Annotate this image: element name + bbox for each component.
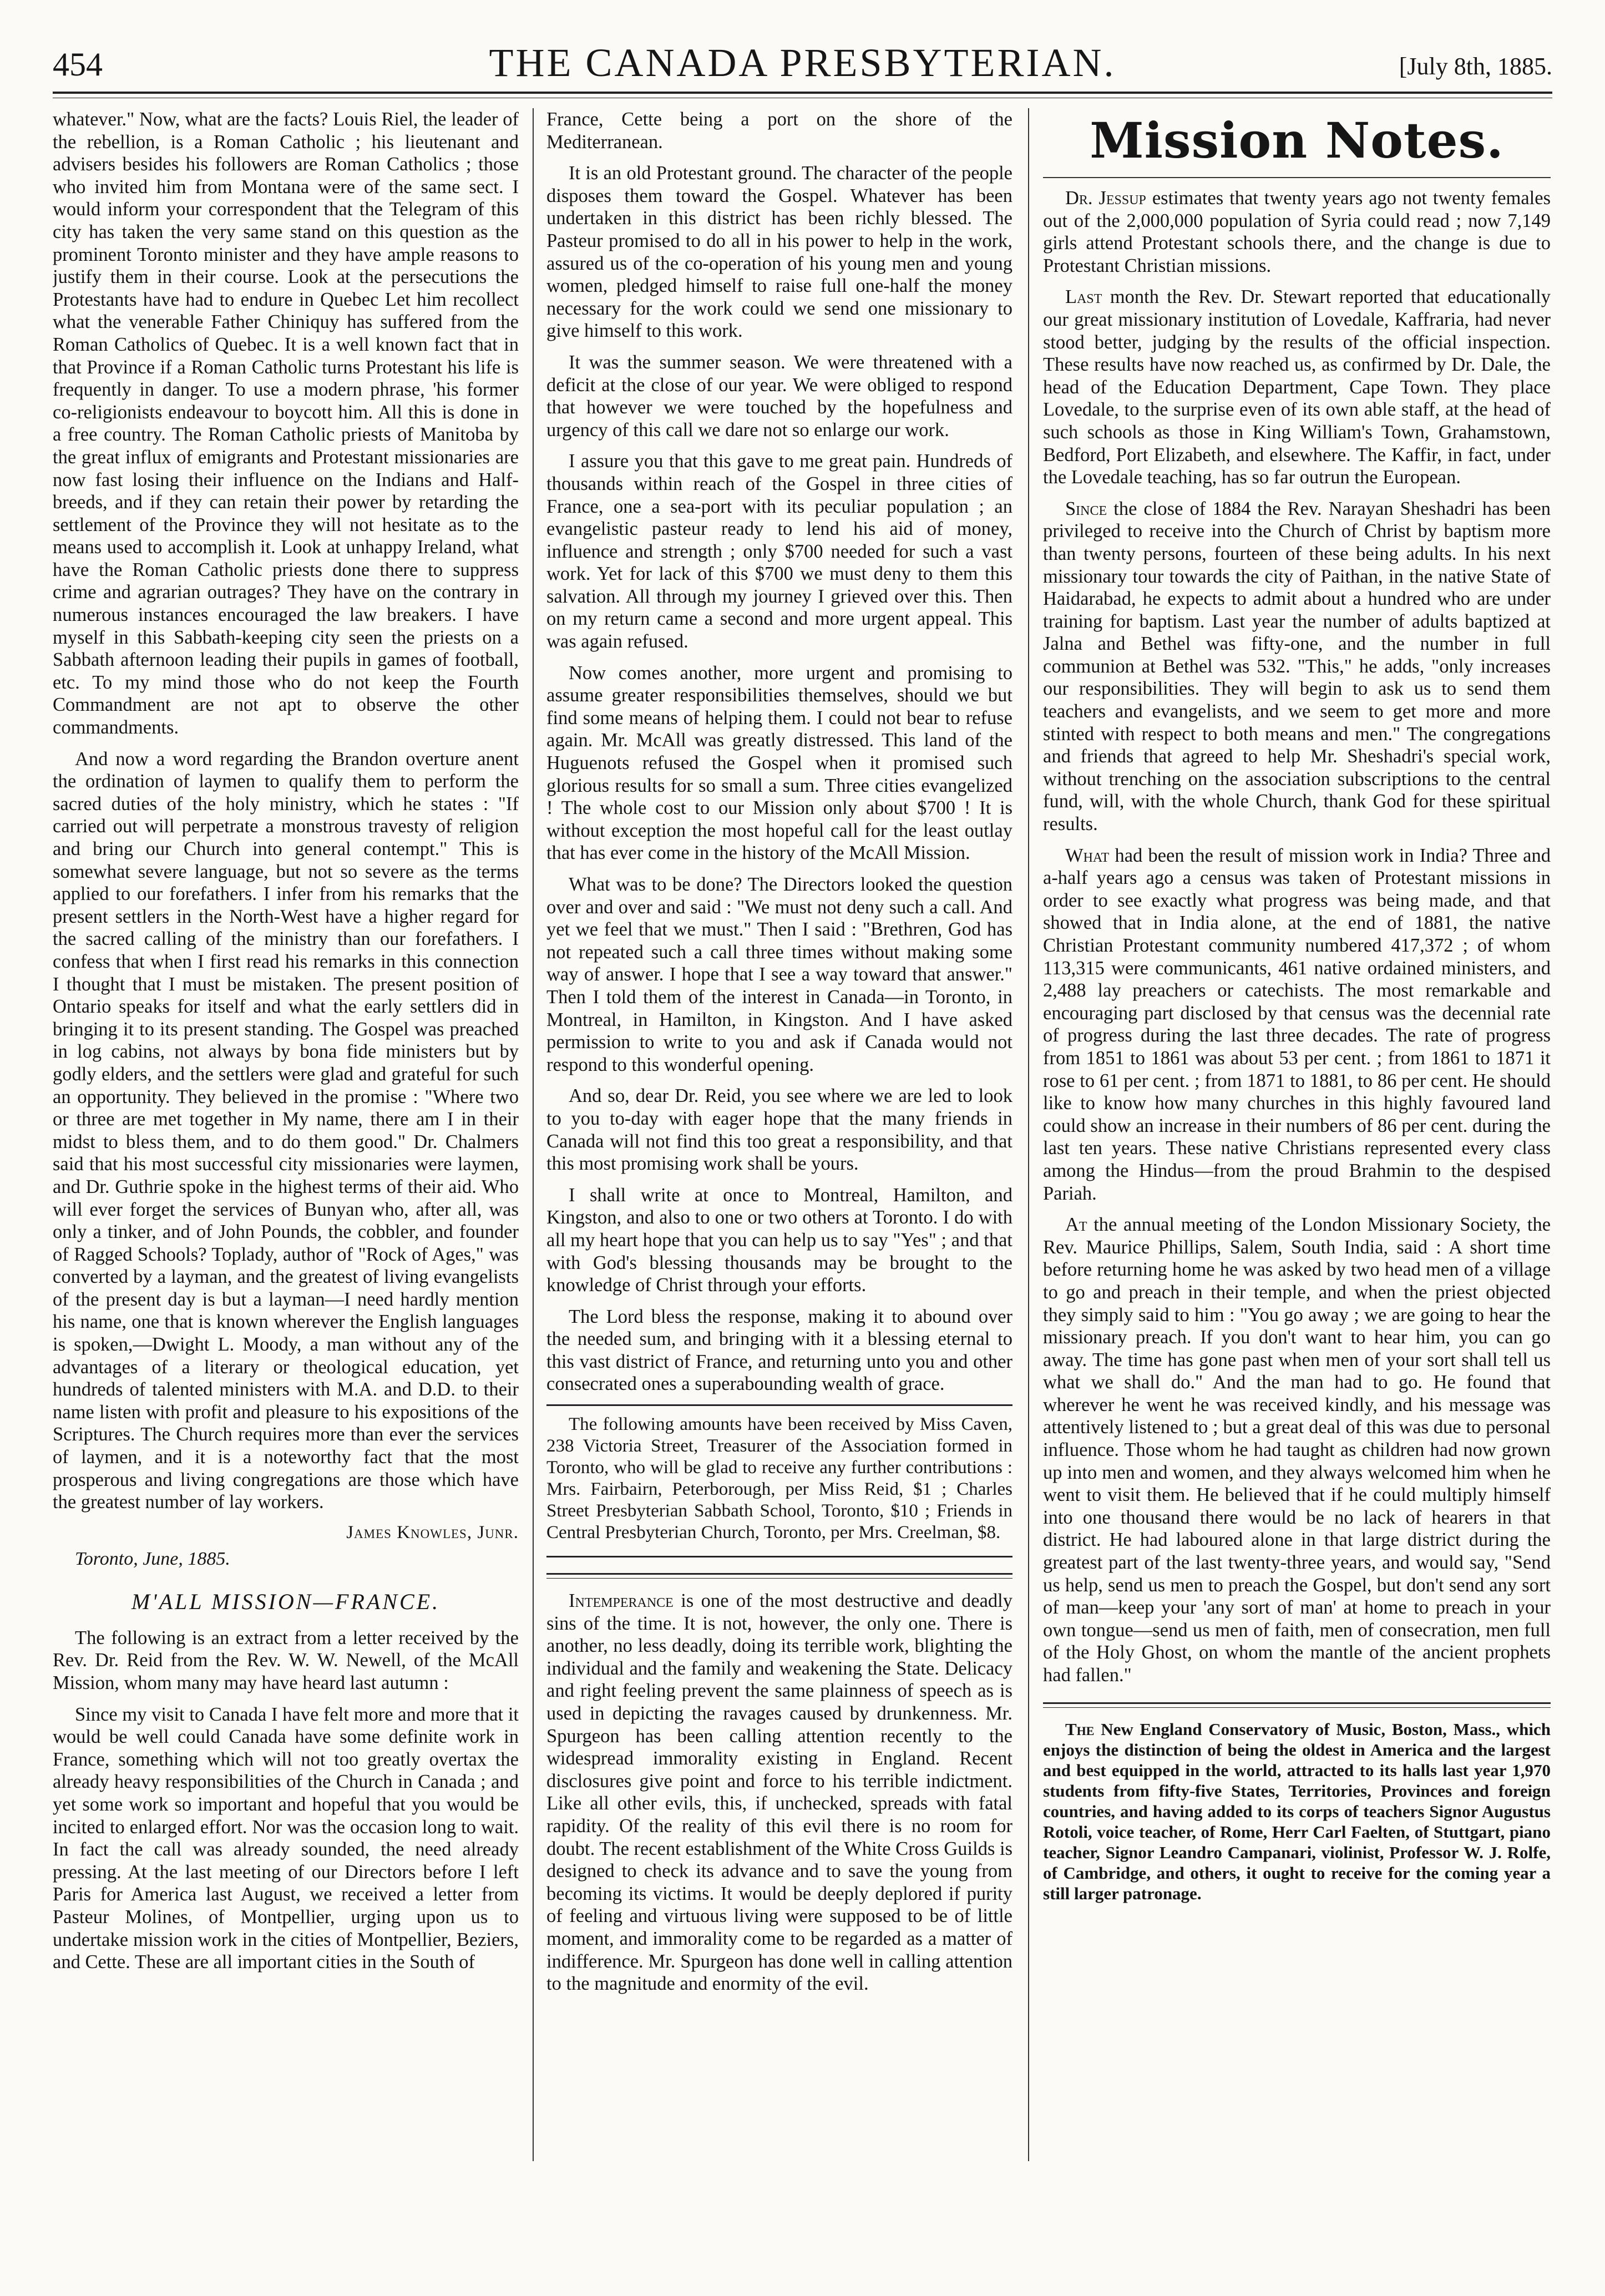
column-2: [546, 108, 1012, 2267]
section-rule-thin: [1043, 1707, 1551, 1708]
advertisement-text: New England Conservatory of Music, Boston, Mass., which enjoys the distinction of being the oldest in America and the largest and best equipped in the world, attracted to its halls last year 1,970 students from fifty-five States, Territories, Provinces and foreign countries, and having added to its corps of teachers Signor Augustus Rotoli, voice teacher, of Rome, Herr Carl Faelten, of Stuttgart, piano teacher, Signor Leandro Campanari, violinist, Professor W. J. Rolfe, of Cambridge, and others, it ought to receive for the coming year a still larger patronage.: [1043, 1719, 1551, 1903]
note-text: month the Rev. Dr. Stewart reported that educationally our great missionary institution of Lovedale, Kaffraria, had never stood better, judging by the results of the official inspection. These results have now reached us, as confirmed by Dr. Dale, the head of the Education Department, Cape Town. They place Lovedale, to the surprise even of its own able staff, at the head of such schools as those in King William's Town, Grahamstown, Bedford, Port Elizabeth, and elsewhere. The Kaffir, in fact, under the Lovedale teaching, has so far outrun the European.: [1043, 286, 1551, 488]
article-paragraph: I shall write at once to Montreal, Hamilton, and Kingston, and also to one or two others at Toronto. I do with all my heart hope that you can help us to say "Yes" ; and that with God's blessing thousands may be brought to the knowledge of Christ through your efforts.: [546, 1184, 1012, 1296]
intemperance-text: is one of the most destructive and deadly sins of the time. It is not, however, the only one. There is another, no less deadly, doing its terrible work, blighting the individual and the family and weakening the State. Delicacy and right feeling prevent the same plainness of speech as is used in depicting the ravages caused by drunkenness. Mr. Spurgeon has been calling attention recently to the widespread immorality existing in England. Recent disclosures give point and force to his terrible indictment. Like all other evils, this, if unchecked, spreads with fatal rapidity. Of the reality of this evil there is no room for doubt. The recent establishment of the White Cross Guilds is designed to check its advance and to save the young from becoming its victims. It would be deeply deplored if purity of feeling and virtuous living were supposed to be of little moment, and immorality come to be regarded as a matter of indifference. Mr. Spurgeon has done well in calling attention to the magnitude and enormity of the evil.: [546, 1590, 1012, 1995]
intemperance-lead: Intemperance: [569, 1590, 674, 1612]
column-divider: [1028, 108, 1029, 2161]
header-rule: [53, 92, 1552, 94]
note-lead: Last: [1065, 286, 1102, 308]
advertisement-lead: The: [1065, 1719, 1095, 1739]
note-text: the close of 1884 the Rev. Narayan Sheshadri has been privileged to receive into the Church of Christ by baptism more than twenty persons, fourteen of these being adults. In his next missionary tour towards the city of Paithan, in the native State of Haidarabad, he expects to admit about a hundred who are under training for baptism. Last year the number of adults baptized at Jalna and Bethel was fifty-one, and the number in full communion at Bethel was 532. "This," he adds, "only increases our responsibilities. They will begin to ask us to send them teachers and evangelists, and we seem to get more and more stinted with respect to both means and men." The congregations and friends that agreed to help Mr. Sheshadri's special work, without trenching on the association subscriptions to the central fund, will, with the whole Church, thank God for these spiritual results.: [1043, 498, 1551, 835]
article-paragraph: What was to be done? The Directors looked the question over and over and said : "We must not deny such a call. And yet we feel that we must." Then I said : "Brethren, God has not repeated such a call three times without making some way of answer. I hope that I see a way toward that answer." Then I told them of the interest in Canada—in Toronto, in Montreal, in Hamilton, in Kingston. And I have asked permission to write to you and ask if Canada would not respond to this wonderful opening.: [546, 874, 1012, 1075]
letter-signature: James Knowles, Junr.: [346, 1522, 519, 1543]
section-rule: [1043, 1702, 1551, 1704]
note-text: had been the result of mission work in India? Three and a-half years ago a census was taken of Protestant missions in order to see exactly what progress was being made, and that showed that in India alone, at the end of 1881, the native Christian Protestant community numbered 417,372 ; of whom 113,315 were communicants, 461 native ordained ministers, and 2,488 lay preachers or catechists. The most remarkable and encouraging part disclosed by that census was the decennial rate of progress during the last three decades. The rate of progress from 1851 to 1861 was about 53 per cent. ; from 1861 to 1871 it rose to 61 per cent. ; from 1871 to 1881, to 86 per cent. He should like to know how many churches in this highly favoured land could show an increase in their numbers of 86 per cent. during the last ten years. These native Christians represented every class among the Hindus—from the proud Brahmin to the despised Pariah.: [1043, 844, 1551, 1204]
article-paragraph: I assure you that this gave to me great pain. Hundreds of thousands within reach of the Gospel in three cities of France, one a sea-port with its peculiar population ; an evangelistic pasteur ready to lend his aid of money, influence and strength ; only $700 needed for such a vast work. Yet for lack of this $700 we must deny to them this salvation. All through my journey I grieved over this. Then on my return came a second and more urgent appeal. This was again refused.: [546, 451, 1012, 653]
mission-notes-heading: Mission Notes.: [1090, 112, 1504, 169]
note-lead: Since: [1065, 498, 1107, 519]
column-1: [53, 108, 519, 2267]
section-rule: [546, 1573, 1012, 1575]
section-title-mcall-mission: M'ALL MISSION—FRANCE.: [131, 1589, 441, 1614]
article-paragraph: It is an old Protestant ground. The character of the people disposes them toward the Gospel. Whatever has been undertaken in this district has been richly blessed. The Pasteur promised to do all in his power to help in the work, assured us of the co-operation of his young men and young women, pledged himself to raise full one-half the money necessary for the work could we send one missionary to give himself to this work.: [546, 163, 1012, 342]
contributions-text: The following amounts have been received by Miss Caven, 238 Victoria Street, Treasurer of the Association formed in Toronto, who will be glad to receive any further contributions : Mrs. Fairbairn, Peterborough, per Miss Reid, $1 ; Charles Street Presbyterian Sabbath School, Toronto, $10 ; Friends in Central Presbyterian Church, Toronto, per Mrs. Creelman, $8.: [546, 1414, 1012, 1543]
heading-rule: [1043, 177, 1551, 178]
article-paragraph: It was the summer season. We were threatened with a deficit at the close of our year. We were obliged to respond that however we were touched by the hopefulness and urgency of this call we dare not so enlarge our work.: [546, 351, 1012, 441]
article-paragraph: Now comes another, more urgent and promising to assume greater responsibilities themselves, should we but find some means of helping them. I could not bear to refuse again. Mr. McAll was greatly distressed. This land of the Huguenots refused the Gospel when it promised such glorious results for so small a sum. Three cities evangelized ! The whole cost to our Mission only about $700 ! It is without exception the most hopeful call for the least outlay that has ever come in the history of the McAll Mission.: [546, 662, 1012, 864]
contributions-notice: [546, 1404, 1012, 1557]
issue-date: [July 8th, 1885.: [1399, 53, 1552, 80]
column-3: [1043, 108, 1551, 2267]
note-text: the annual meeting of the London Missionary Society, the Rev. Maurice Phillips, Salem, South India, said : A short time before returning home he was asked by two head men of a village to go and preach in their temple, and when the priest objected they simply said to him : "You go away ; we are going to hear the missionary preach. If you don't want to hear him, you can go away. The time has gone past when men of your sort shall tell us what we shall do." And the man had to go. He found that wherever he went he was received kindly, and his message was attentively listened to ; but a great deal of this was due to personal influence. Those whom he had taught as children had now grown up into men and women, and they always welcomed him when he went to visit them. He believed that if he could multiply himself into one thousand there would be no lack of hearers in that district. He had laboured alone in that large district during the greatest part of the last twenty-three years, and would say, "Send us help, send us men to preach the Gospel, but don't send any sort of man—keep your 'any sort of man' at home to preach in your own tongue—send us men of faith, men of consecration, men full of the Holy Ghost, on whom the mantle of the ancient prophets had fallen.": [1043, 1214, 1551, 1686]
letter-paragraph: whatever." Now, what are the facts? Louis Riel, the leader of the rebellion, is a Roman Catholic ; his lieutenant and advisers besides his followers are Roman Catholics ; those who invited him from Montana were of the same sect. I would inform your correspondent that the Telegram of this city has taken the very same stand on this question as the prominent Toronto minister and they have ample reasons to justify them in their course. Look at the persecutions the Protestants have had to endure in Quebec Let him recollect what the venerable Father Chiniquy has suffered from the Roman Catholics of Quebec. It is a well known fact that in that Province if a Roman Catholic turns Protestant his life is frequently in danger. To use a modern phrase, 'his former co-religionists endeavour to boycott him. All this is done in a free country. The Roman Catholic priests of Manitoba by the great influx of emigrants and Protestant missionaries are now fast losing their influence on the Indians and Half-breeds, and if they can retain their power by retarding the settlement of the Province they will not hesitate as to the means used to accomplish it. Look at unhappy Ireland, what have the Roman Catholic priests done there to suppress crime and agrarian outrages? They have on the contrary in numerous instances encouraged the law breakers. I have myself in this Sabbath-keeping city seen the priests on a Sabbath afternoon leading their pupils in games of football, etc. To my mind those who do not keep the Fourth Commandment are not apt to observe the other commandments.: [53, 109, 519, 739]
letter-place-date: Toronto, June, 1885.: [75, 1548, 230, 1569]
masthead-title: THE CANADA PRESBYTERIAN.: [489, 41, 1116, 85]
note-lead: Dr. Jessup: [1065, 188, 1146, 209]
page-header: [53, 40, 1552, 90]
article-paragraph: France, Cette being a port on the shore of the Mediterranean.: [546, 109, 1012, 153]
note-lead: What: [1065, 844, 1110, 866]
article-paragraph: And so, dear Dr. Reid, you see where we are led to look to you to-day with eager hope that the many friends in Canada will not find this too great a responsibility, and that this most promising work shall be yours.: [546, 1085, 1012, 1175]
article-paragraph: The Lord bless the response, making it to abound over the needed sum, and bringing with it a blessing eternal to this vast district of France, and returning unto you and other consecrated ones a superabounding wealth of grace.: [546, 1306, 1012, 1395]
note-text: estimates that twenty years ago not twenty females out of the 2,000,000 population of Syria could read ; now 7,149 girls attend Protestant schools there, and the change is due to Protestant Christian missions.: [1043, 188, 1551, 276]
article-paragraph: The following is an extract from a letter received by the Rev. Dr. Reid from the Rev. W. W. Newell, of the McAll Mission, whom many may have heard last autumn :: [53, 1627, 519, 1693]
page-number: 454: [53, 46, 103, 83]
letter-paragraph: And now a word regarding the Brandon overture anent the ordination of laymen to qualify them to perform the sacred duties of the holy ministry, which he states : "If carried out will perpetrate a monstrous travesty of religion and bring our Church into general contempt." This is somewhat severe language, but not so severe as the terms applied to our forefathers. I infer from his remarks that the present settlers in the North-West have a higher regard for the sacred calling of the ministry than our forefathers. I confess that when I first read his remarks in this connection I thought that I must be mistaken. The present position of Ontario speaks for itself and what the early settlers did in bringing it to its present standing. The Gospel was preached in log cabins, not always by bona fide ministers but by godly elders, and the settlers were glad and grateful for such an opportunity. They believed in the promise : "Where two or three are met together in My name, there am I in their midst to bless them, and to do them good." Dr. Chalmers said that his most successful city missionaries were laymen, and Dr. Guthrie spoke in the highest terms of their aid. Who will ever forget the services of Bunyan who, after all, was only a tinker, and of John Pounds, the cobbler, and founder of Ragged Schools? Toplady, author of "Rock of Ages," was converted by a layman, and the greatest of living evangelists of the present day is but a layman—I need hardly mention his name, one that is known wherever the English languages is spoken,—Dwight L. Moody, a man without any of the advantages of a literary or theological education, yet hundreds of talented ministers with M.A. and D.D. to their name listen with profit and pleasure to his expositions of the Scriptures. The Church requires more than ever the services of laymen, and it is a noteworthy fact that the most prosperous and living congregations are those which have the greatest number of lay workers.: [53, 748, 519, 1513]
article-paragraph: Since my visit to Canada I have felt more and more that it would be well could Canada have some definite work in France, something which will not too greatly overtax the already heavy responsibilities of the Church in Canada ; and yet some work so important and hopeful that you would be incited to enlarged effort. Nor was the occasion long to wait. In fact the call was already sounded, the need already pressing. At the last meeting of our Directors before I left Paris for America last August, we received a letter from Pasteur Molines, of Montpellier, urging upon us to undertake mission work in the cities of Montpellier, Beziers, and Cette. These are all important cities in the South of: [53, 1703, 519, 1973]
column-divider: [533, 108, 534, 2161]
note-lead: At: [1065, 1214, 1087, 1236]
section-rule-thin: [546, 1578, 1012, 1579]
